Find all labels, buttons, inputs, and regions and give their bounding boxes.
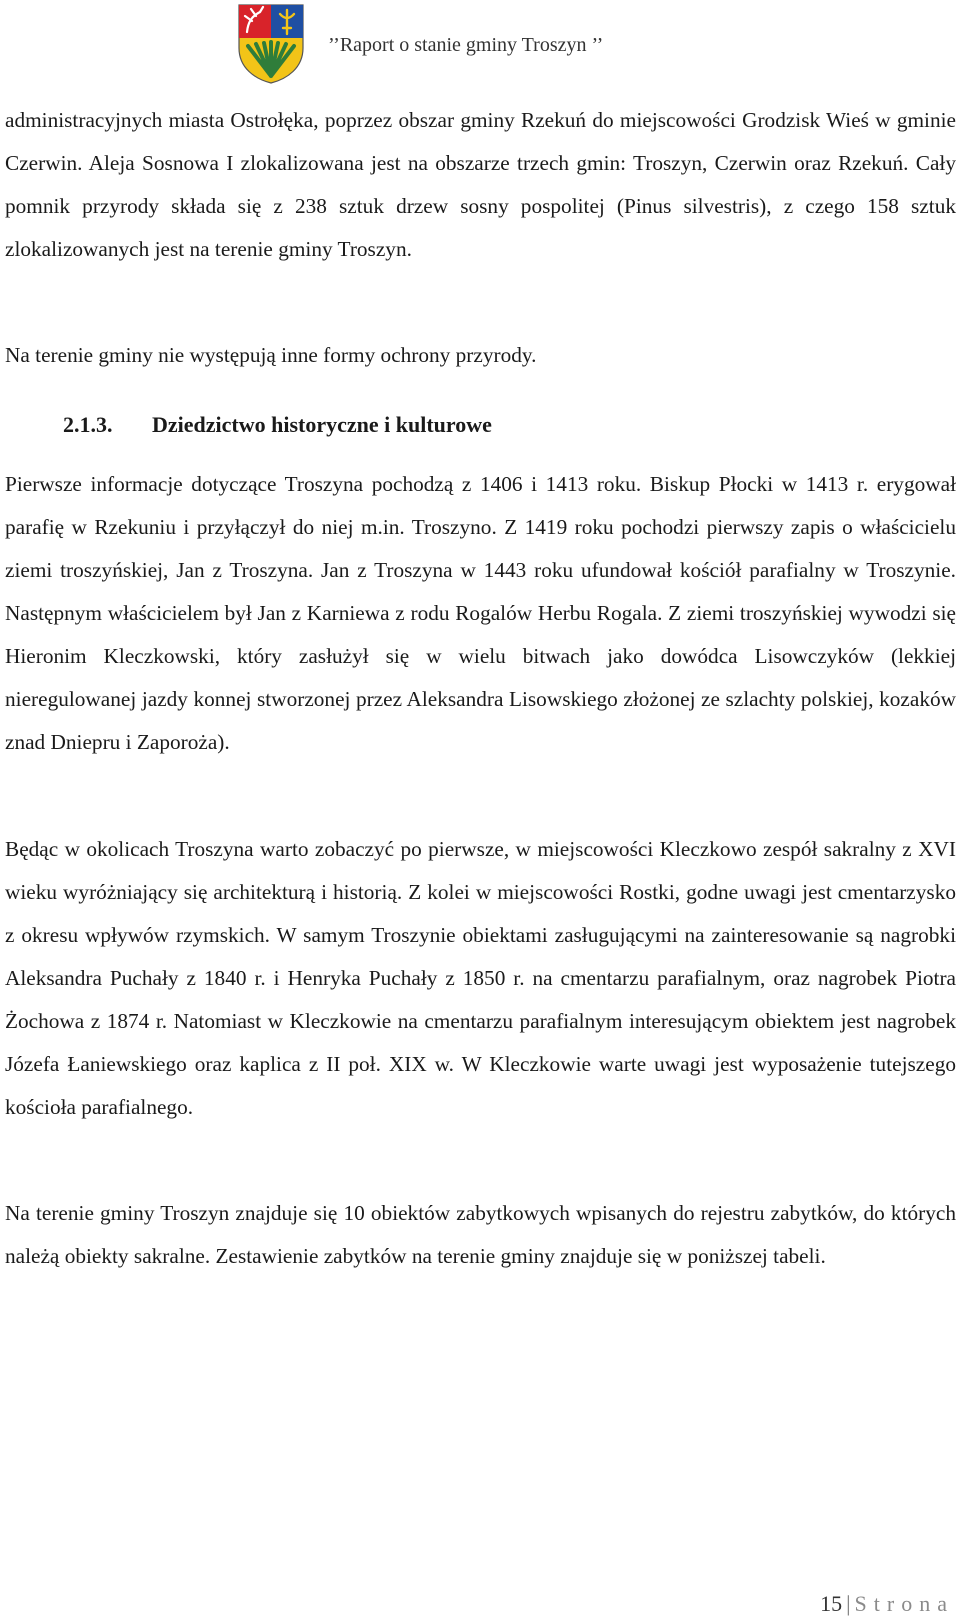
paragraph-text: Będąc w okolicach Troszyna warto zobaczyć po pierwsze, w miejscowości Kleczkowo zespół sakralny z XVI wieku wyróżniający się architekturą i historią. Z kolei w miejscowości Rostki, godne uwagi jest cmentarzysko z okresu wpływów rzymskich. W samym Troszynie obiektami zasługującymi na zainteresowanie są nagrobki Aleksandra Puchały z 1840 r. i Henryka Puchały z 1850 r. na cmentarzu parafialnym, oraz nagrobek Piotra Żochowa z 1874 r. Natomiast w Kleczkowie na cmentarzu parafialnym interesującym obiektem jest nagrobek Józefa Łaniewskiego oraz kaplica z II poł. XIX w. W Kleczkowie warte uwagi jest wyposażenie tutejszego kościoła parafialnego. bbox=[5, 837, 956, 1119]
paragraph-aleja-sosnowa bbox=[5, 99, 956, 271]
section-number: 2.1.3. bbox=[63, 412, 113, 437]
report-title: ’’Raport o stanie gminy Troszyn ’’ bbox=[328, 34, 604, 56]
section-title: Dziedzictwo historyczne i kulturowe bbox=[152, 412, 492, 437]
paragraph-sights bbox=[5, 828, 956, 1129]
section-heading bbox=[63, 412, 492, 438]
page-footer bbox=[820, 1591, 954, 1617]
paragraph-monuments-register bbox=[5, 1192, 956, 1278]
paragraph-text: Pierwsze informacje dotyczące Troszyna pochodzą z 1406 i 1413 roku. Biskup Płocki w 1413 r. erygował parafię w Rzekuniu i przyłączył do niej m.in. Troszyno. Z 1419 roku pochodzi pierwszy zapis o właścicielu ziemi troszyńskiej, Jan z Troszyna. Jan z Troszyna w 1443 roku ufundował kościół parafialny w Troszynie. Następnym właścicielem był Jan z Karniewa z rodu Rogalów Herbu Rogala. Z ziemi troszyńskiej wywodzi się Hieronim Kleczkowski, który zasłużył się w wielu bitwach jako dowódca Lisowczyków (lekkiej nieregulowanej jazdy konnej stworzonej przez Aleksandra Lisowskiego złożonej ze szlachty polskiej, kozaków znad Dniepru i Zaporoża). bbox=[5, 472, 956, 754]
paragraph-history bbox=[5, 463, 956, 764]
coat-of-arms-icon bbox=[236, 2, 306, 84]
paragraph-text: Na terenie gminy Troszyn znajduje się 10 obiektów zabytkowych wpisanych do rejestru zabytków, do których należą obiekty sakralne. Zestawienie zabytków na terenie gminy znajduje się w poniższej tabeli. bbox=[5, 1201, 956, 1268]
paragraph-text: Na terenie gminy nie występują inne formy ochrony przyrody. bbox=[5, 343, 537, 367]
page-header bbox=[0, 0, 960, 92]
page-number: 15 bbox=[820, 1591, 843, 1616]
footer-separator: | bbox=[846, 1591, 851, 1616]
paragraph-forms-of-protection bbox=[5, 334, 956, 377]
page-label: Strona bbox=[854, 1591, 954, 1616]
paragraph-text: administracyjnych miasta Ostrołęka, poprzez obszar gminy Rzekuń do miejscowości Grodzisk Wieś w gminie Czerwin. Aleja Sosnowa I zlokalizowana jest na obszarze trzech gmin: Troszyn, Czerwin oraz Rzekuń. Cały pomnik przyrody składa się z 238 sztuk drzew sosny pospolitej (Pinus silvestris), z czego 158 sztuk zlokalizowanych jest na terenie gminy Troszyn. bbox=[5, 108, 956, 261]
